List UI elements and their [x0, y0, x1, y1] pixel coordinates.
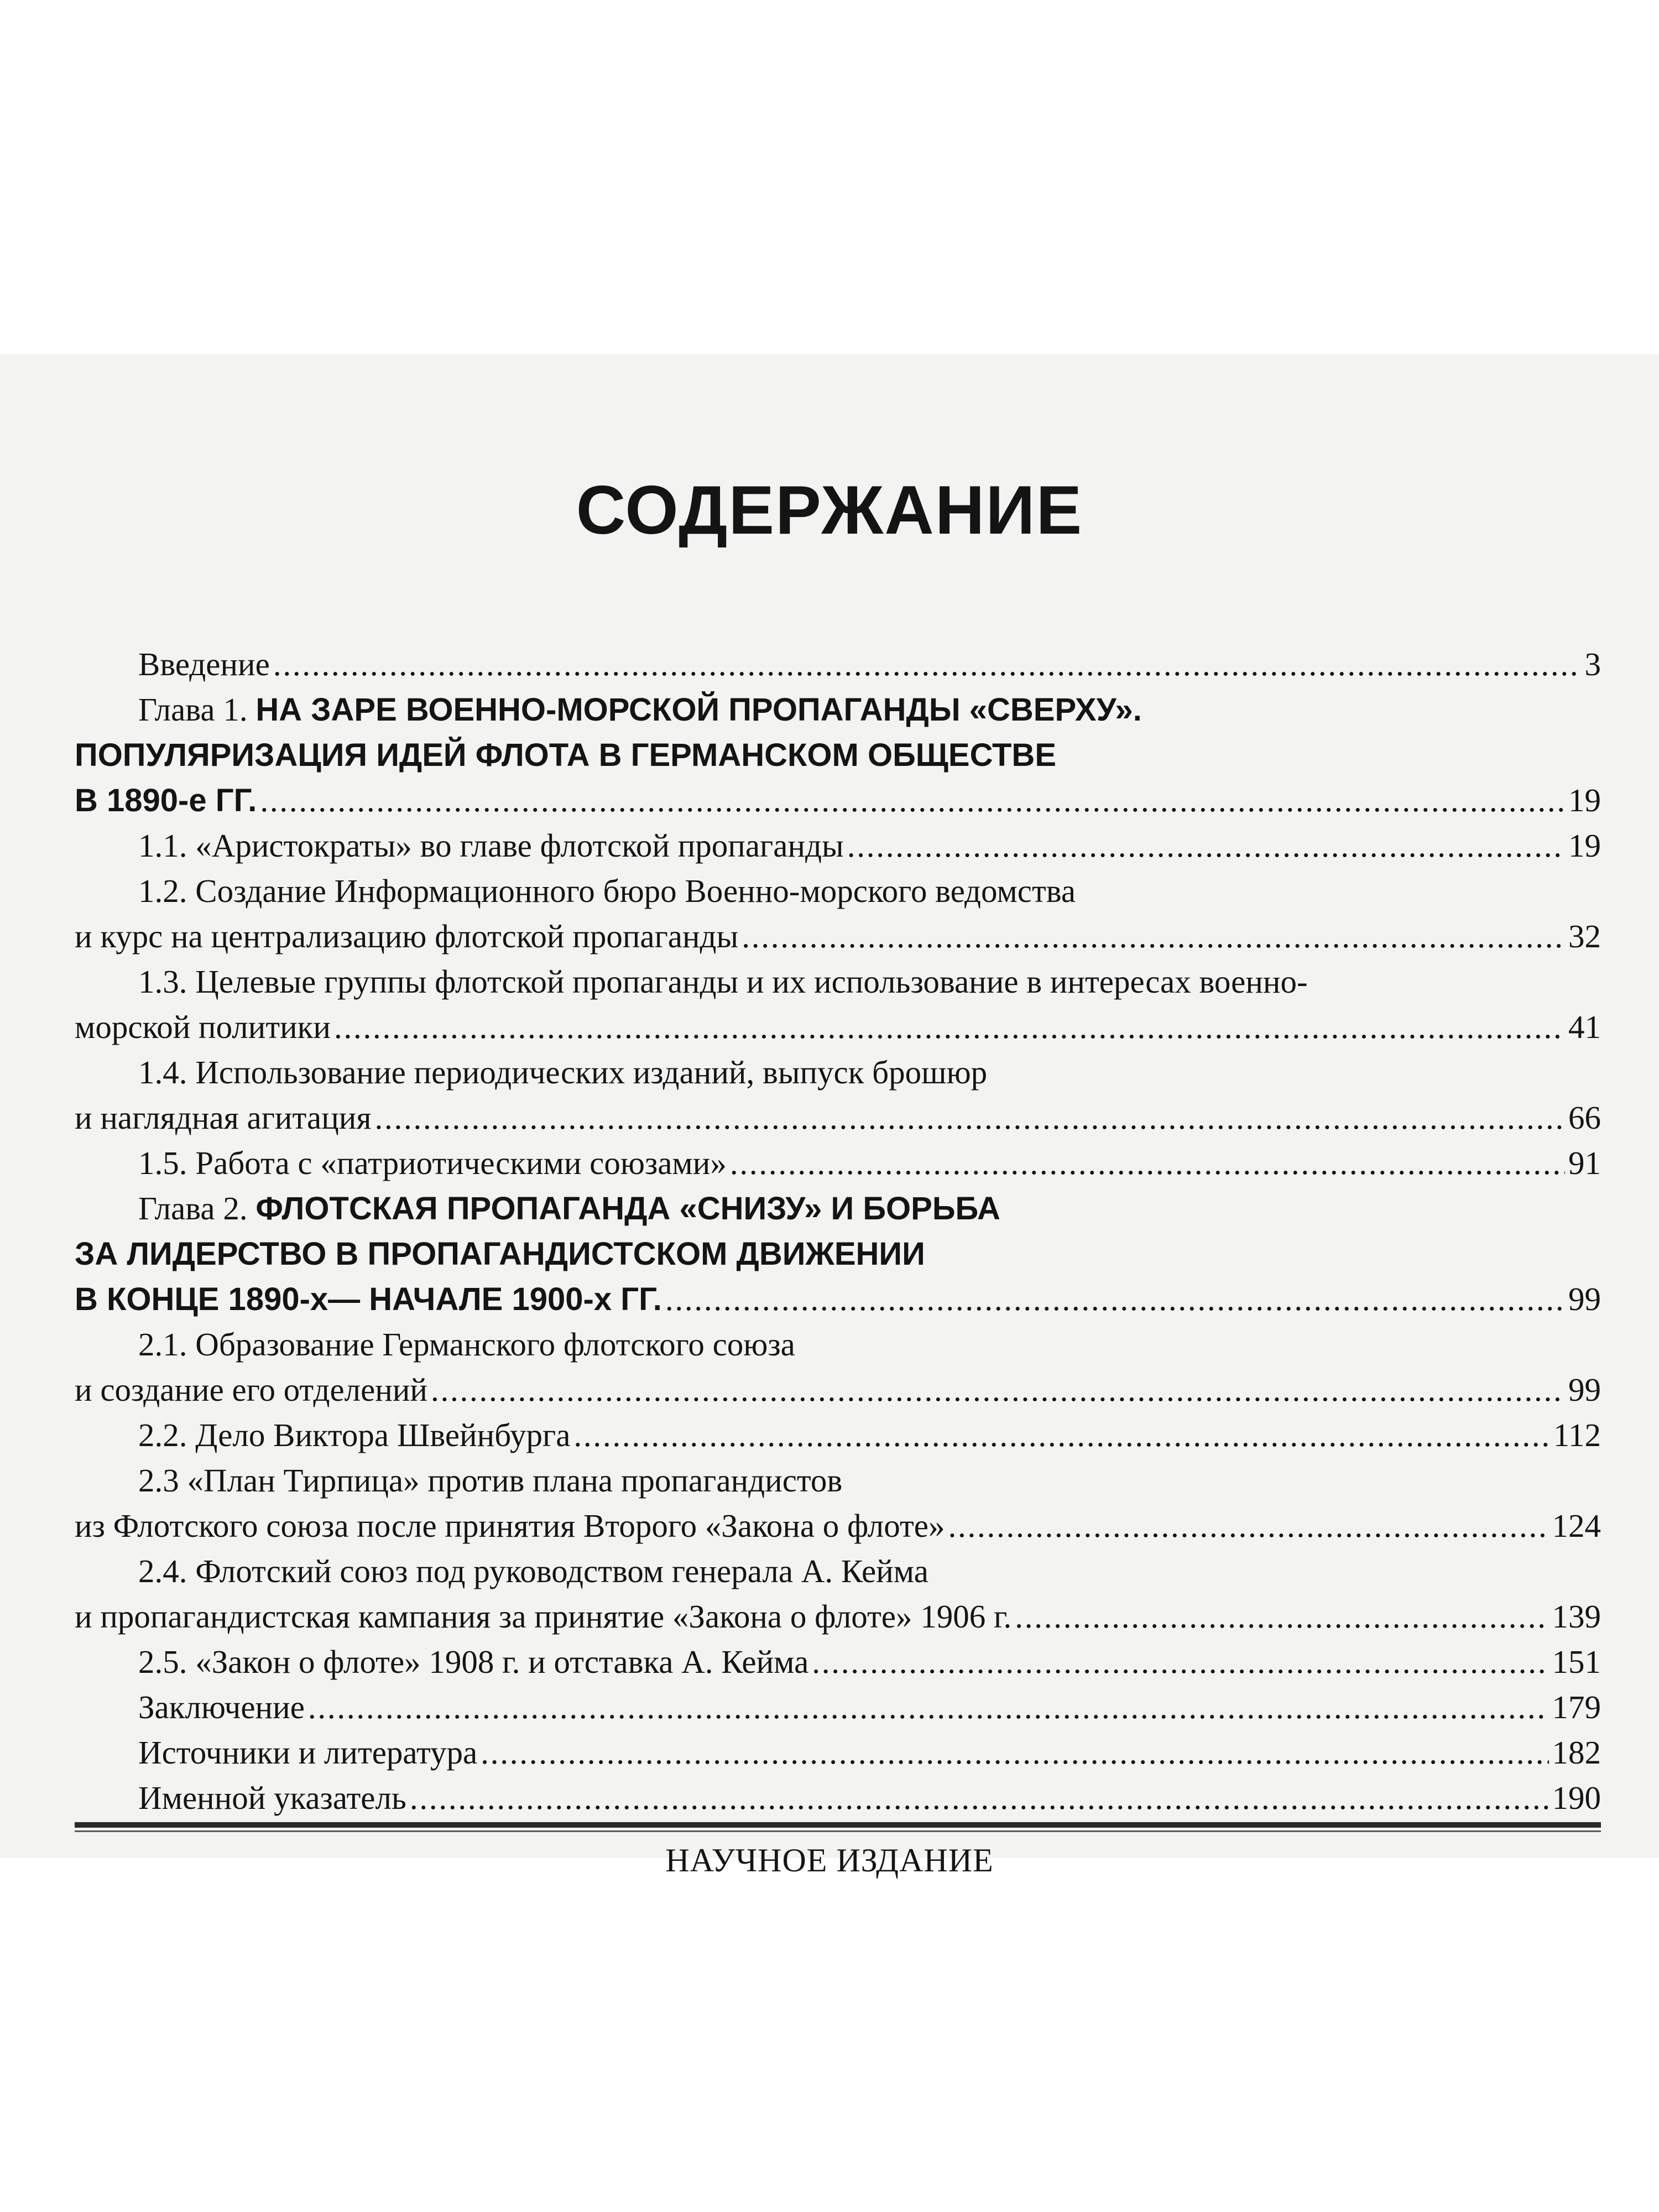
toc-entry-line	[75, 1050, 1601, 1095]
toc-chapter-label: Глава 1.	[138, 691, 256, 728]
toc-entry	[75, 823, 1601, 868]
toc-entry-title: Заключение	[138, 1689, 305, 1725]
toc-page-number: 41	[1568, 1009, 1601, 1045]
toc-page-number: 99	[1568, 1371, 1601, 1408]
toc-page-number: 190	[1552, 1780, 1601, 1816]
toc-entry-title: и пропагандистская кампания за принятие «Закона о флоте» 1906 г.	[75, 1598, 1012, 1635]
divider-rule-thin	[75, 1830, 1601, 1832]
toc-entry-line	[75, 1548, 1601, 1594]
toc-leader-dots	[273, 641, 1582, 687]
toc-entry	[75, 1276, 1601, 1322]
toc-page-number: 179	[1552, 1689, 1601, 1725]
toc-leader-dots	[1015, 1594, 1548, 1639]
toc-page-number: 32	[1568, 918, 1601, 954]
toc-chapter-line	[75, 732, 1601, 778]
toc-leader-dots	[431, 1367, 1565, 1412]
toc-leader-dots	[847, 823, 1565, 868]
toc-chapter-title: В 1890-е ГГ.	[75, 782, 257, 818]
toc-page-number: 151	[1552, 1644, 1601, 1680]
toc-entry	[75, 1594, 1601, 1639]
toc-entry	[75, 778, 1601, 823]
toc-chapter-line	[75, 1186, 1601, 1231]
toc-page-number: 99	[1568, 1281, 1601, 1317]
toc-entry-title: морской политики	[75, 1009, 331, 1045]
toc-page-number: 124	[1552, 1507, 1601, 1544]
toc-leader-dots	[812, 1639, 1548, 1684]
toc-entry-title: 1.2. Создание Информационного бюро Военно-морского ведомства	[138, 873, 1076, 909]
toc-page-number: 19	[1568, 782, 1601, 818]
toc-entry-title: 2.1. Образование Германского флотского союза	[138, 1326, 795, 1363]
toc-entry-title: 1.3. Целевые группы флотской пропаганды и их использование в интересах военно-	[138, 963, 1308, 1000]
publication-type: НАУЧНОЕ ИЗДАНИЕ	[665, 1842, 994, 1879]
toc-entry-title: 2.5. «Закон о флоте» 1908 г. и отставка А. Кейма	[138, 1644, 809, 1680]
toc-leader-dots	[334, 1004, 1565, 1050]
toc-leader-dots	[742, 914, 1565, 959]
toc-entry-title: 1.1. «Аристократы» во главе флотской пропаганды	[138, 827, 844, 864]
toc-page-number: 112	[1553, 1417, 1601, 1453]
toc-entry-line	[75, 868, 1601, 914]
toc-entry-title: Источники и литература	[138, 1734, 478, 1771]
toc-entry	[75, 1730, 1601, 1775]
toc-entry-title: Введение	[138, 646, 270, 682]
toc-leader-dots	[948, 1503, 1548, 1548]
toc-leader-dots	[573, 1412, 1550, 1458]
toc-chapter-title: ФЛОТСКАЯ ПРОПАГАНДА «СНИЗУ» И БОРЬБА	[255, 1191, 1000, 1227]
toc-leader-dots	[730, 1140, 1565, 1186]
toc-chapter-title: ЗА ЛИДЕРСТВО В ПРОПАГАНДИСТСКОМ ДВИЖЕНИИ	[75, 1236, 925, 1272]
divider-rule	[75, 1822, 1601, 1828]
toc-chapter-line	[75, 1231, 1601, 1276]
toc-entry-line	[75, 1322, 1601, 1367]
toc-entry-line	[75, 959, 1601, 1004]
toc-chapter-title: НА ЗАРЕ ВОЕННО-МОРСКОЙ ПРОПАГАНДЫ «СВЕРХУ».	[255, 692, 1142, 728]
toc-entry	[75, 1140, 1601, 1186]
toc-leader-dots	[481, 1730, 1548, 1775]
toc-entry	[75, 1503, 1601, 1548]
toc-entry-title: 1.5. Работа с «патриотическими союзами»	[138, 1145, 727, 1181]
toc-chapter-title: ПОПУЛЯРИЗАЦИЯ ИДЕЙ ФЛОТА В ГЕРМАНСКОМ ОБЩЕСТВЕ	[75, 737, 1057, 773]
toc-entry-title: и наглядная агитация	[75, 1099, 372, 1136]
toc-page-number: 91	[1568, 1145, 1601, 1181]
toc-chapter-title: В КОНЦЕ 1890-х— НАЧАЛЕ 1900-х ГГ.	[75, 1281, 662, 1317]
toc-page-number: 3	[1584, 646, 1601, 682]
page-title: СОДЕРЖАНИЕ	[576, 472, 1083, 549]
table-of-contents	[75, 641, 1601, 1820]
toc-leader-dots	[308, 1684, 1549, 1730]
toc-page-number: 139	[1552, 1598, 1601, 1635]
toc-entry-title: 2.2. Дело Виктора Швейнбурга	[138, 1417, 571, 1453]
toc-entry	[75, 641, 1601, 687]
toc-entry-title: 2.3 «План Тирпица» против плана пропагандистов	[138, 1462, 843, 1499]
toc-entry-line	[75, 1458, 1601, 1503]
toc-chapter-line	[75, 687, 1601, 732]
toc-entry-title: и создание его отделений	[75, 1371, 427, 1408]
toc-leader-dots	[260, 778, 1565, 823]
toc-page-number: 66	[1568, 1099, 1601, 1136]
toc-entry-title: Именной указатель	[138, 1780, 406, 1816]
toc-page-number: 19	[1568, 827, 1601, 864]
toc-entry	[75, 1775, 1601, 1820]
toc-entry	[75, 1004, 1601, 1050]
toc-entry	[75, 1684, 1601, 1730]
toc-entry	[75, 1095, 1601, 1140]
toc-entry-title: из Флотского союза после принятия Второго «Закона о флоте»	[75, 1507, 945, 1544]
toc-entry	[75, 914, 1601, 959]
book-page	[0, 354, 1659, 1879]
toc-leader-dots	[665, 1276, 1565, 1322]
toc-entry	[75, 1367, 1601, 1412]
toc-entry-title: 2.4. Флотский союз под руководством генерала А. Кейма	[138, 1553, 928, 1589]
toc-page-number: 182	[1552, 1734, 1601, 1771]
toc-entry	[75, 1639, 1601, 1684]
toc-chapter-label: Глава 2.	[138, 1190, 256, 1227]
toc-leader-dots	[410, 1775, 1549, 1820]
toc-leader-dots	[374, 1095, 1565, 1140]
toc-entry-title: и курс на централизацию флотской пропаганды	[75, 918, 739, 954]
toc-entry-title: 1.4. Использование периодических изданий, выпуск брошюр	[138, 1054, 988, 1091]
toc-entry	[75, 1412, 1601, 1458]
